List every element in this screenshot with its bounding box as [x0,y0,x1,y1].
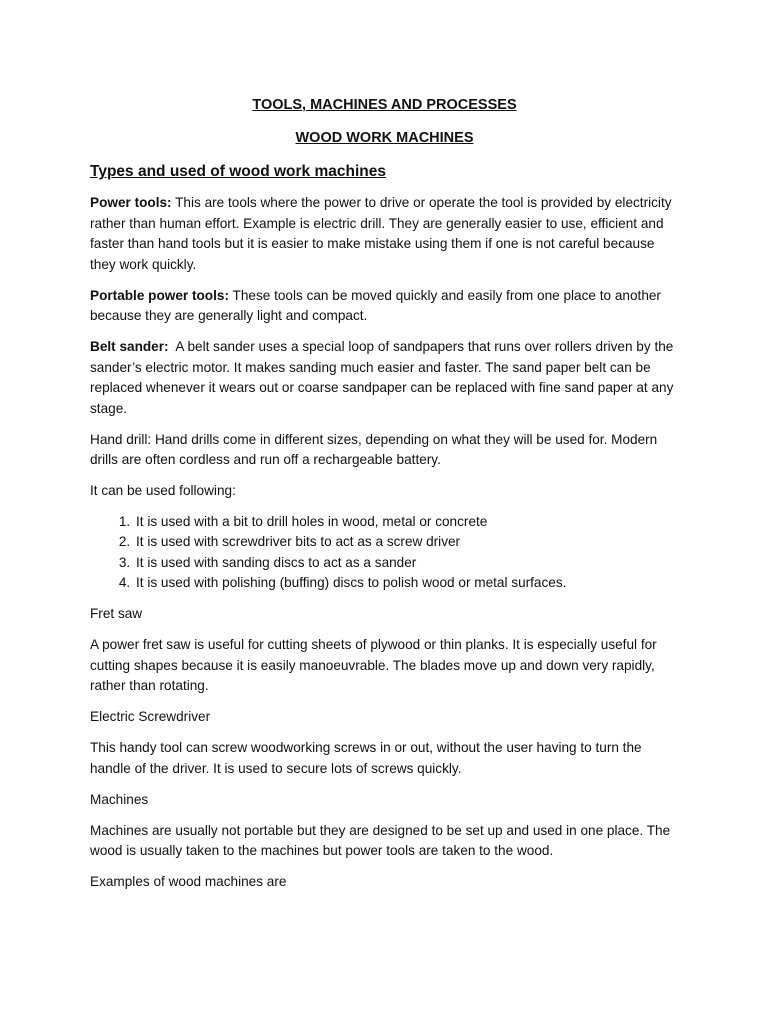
portable-power-tools-lead: Portable power tools: [90,287,229,303]
electric-screwdriver-paragraph: This handy tool can screw woodworking screws in or out, without the user having to turn the handle of the driver. It is used to secure lots of screws quickly. [90,740,642,776]
fret-saw-paragraph: A power fret saw is useful for cutting sheets of plywood or thin planks. It is especially useful for cutting shapes because it is easily manoeuvrable. The blades move up and down very rapidly, rather than rotating. [90,637,657,693]
portable-power-tools-text: These tools can be moved quickly and easily from one place to another because they are generally light and compact. [90,287,661,323]
list-item: 4. It is used with polishing (buffing) discs to polish wood or metal surfaces. [134,573,679,594]
fret-saw-heading: Fret saw [90,606,143,621]
uses-list [90,512,679,594]
power-tools-lead: Power tools: [90,195,172,210]
list-item: 1. It is used with a bit to drill holes in wood, metal or concrete [134,512,679,533]
power-tools-paragraph [90,193,679,275]
list-item: 3. It is used with sanding discs to act as a sander [134,553,679,574]
belt-sander-text: A belt sander uses a special loop of sandpapers that runs over rollers driven by the sander’s electric motor. It makes sanding much easier and faster. The sand paper belt can be replaced whenever it wears out or coarse sandpaper can be replaced with fine sand paper at any stage. [90,339,678,416]
belt-sander-paragraph [90,337,679,419]
section-heading: Types and used of wood work machines [90,163,386,180]
machines-heading: Machines [90,791,149,807]
hand-drill-paragraph: Hand drill: Hand drills come in different sizes, depending on what they will be used for. Modern drills are often cordless and run off a rechargeable battery. [90,431,658,467]
belt-sander-lead: Belt sander: [90,339,169,354]
list-item: 2. It is used with screwdriver bits to act as a screw driver [134,532,679,553]
machines-paragraph: Machines are usually not portable but they are designed to be set up and used in one place. The wood is usually taken to the machines but power tools are taken to the wood. [90,822,671,858]
examples-intro: Examples of wood machines are [90,874,287,889]
document-title: TOOLS, MACHINES AND PROCESSES [252,97,517,113]
uses-intro: It can be used following: [90,483,236,498]
electric-screwdriver-heading: Electric Screwdriver [90,709,211,724]
power-tools-text: This are tools where the power to drive or operate the tool is provided by electricity rather than human effort. Example is electric drill. They are generally easier to use, efficient and faster than hand tools but it is easier to make mistake using them if one is not careful because they work quickly. [90,195,672,272]
portable-power-tools-paragraph [90,286,679,327]
document-subtitle: WOOD WORK MACHINES [295,130,474,146]
